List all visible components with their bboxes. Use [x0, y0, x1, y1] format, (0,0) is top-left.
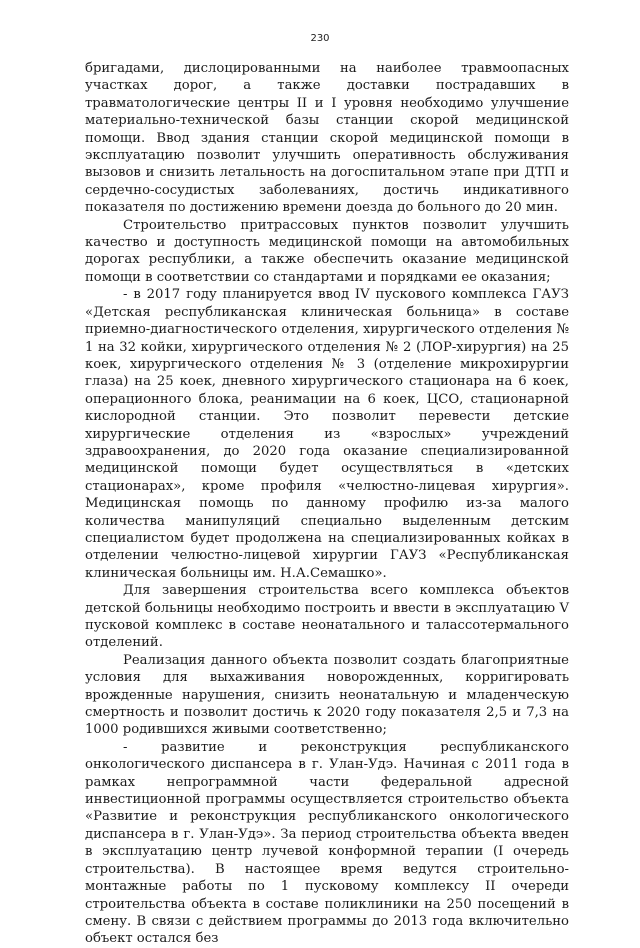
paragraph-completion: Для завершения строительства всего комплекса объектов детской больницы необходимо построить и ввести в эксплуатацию V пусковой комплекс в составе неонатального и талассотермального отделений. [85, 583, 569, 651]
paragraph-continuation: бригадами, дислоцированными на наиболее травмоопасных участках дорог, а также доставки пострадавших в травматологические центры II и I уровня необходимо улучшение материально-технической базы станции скорой медицинской помощи. Ввод здания станции скорой медицинской помощи в эксплуатацию позволит улучшить оперативность обслуживания вызовов и снизить летальность на догоспитальном этапе при ДТП и сердечно-сосудистых заболеваниях, достичь индикативного показателя по достижению времени доезда до больного до 20 мин. [85, 61, 569, 216]
paragraph-roadside-points: Строительство притрассовых пунктов позволит улучшить качество и доступность медицинской помощи на автомобильных дорогах республики, а также обеспечить оказание медицинской помощи в соответствии со стандартами и порядками ее оказания; [85, 217, 569, 285]
paragraph-implementation: Реализация данного объекта позволит создать благоприятные условия для выхаживания новорожденных, корригировать врожденные нарушения, снизить неонатальную и младенческую смертность и позволит достичь к 2020 году показателя 2,5 и 7,3 на 1000 родившихся живыми соответственно; [85, 652, 569, 738]
paragraph-childrens-hospital: - в 2017 году планируется ввод IV пускового комплекса ГАУЗ «Детская республиканская клиническая больница» в составе приемно-диагностического отделения, хирургического отделения № 1 на 32 койки, хирургического отделения № 2 (ЛОР-хирургия) на 25 коек, хирургического отделения № 3 (отделение микрохирургии глаза) на 25 коек, дневного хирургического стационара на 6 коек, операционного блока, реанимации на 6 коек, ЦСО, стационарной кислородной станции. Это позволит перевести детские хирургические отделения из «взрослых» учреждений здравоохранения, до 2020 года оказание специализированной медицинской помощи будет осуществляться в «детских стационарах», кроме профиля «челюстно-лицевая хирургия». Медицинская помощь по данному профилю из-за малого количества манипуляций специально выделенным детским специалистом будет продолжена на специализированных койках в отделении челюстно-лицевой хирургии ГАУЗ «Республиканская клиническая больницы им. Н.А.Семашко». [85, 287, 569, 581]
body-text [85, 60, 569, 948]
page-number: 230 [310, 33, 330, 44]
paragraph-oncology: - развитие и реконструкция республиканского онкологического диспансера в г. Улан-Удэ. Начиная с 2011 года в рамках непрограммной части федеральной адресной инвестиционной программы осуществляется строительство объекта «Развитие и реконструкция республиканского онкологического диспансера в г. Улан-Удэ». За период строительства объекта введен в эксплуатацию центр лучевой конформной терапии (I очередь строительства). В настоящее время ведутся строительно-монтажные работы по 1 пусковому комплексу II очереди строительства объекта в составе поликлиники на 250 посещений в смену. В связи с действием программы до 2013 года включительно объект остался без [85, 739, 569, 947]
